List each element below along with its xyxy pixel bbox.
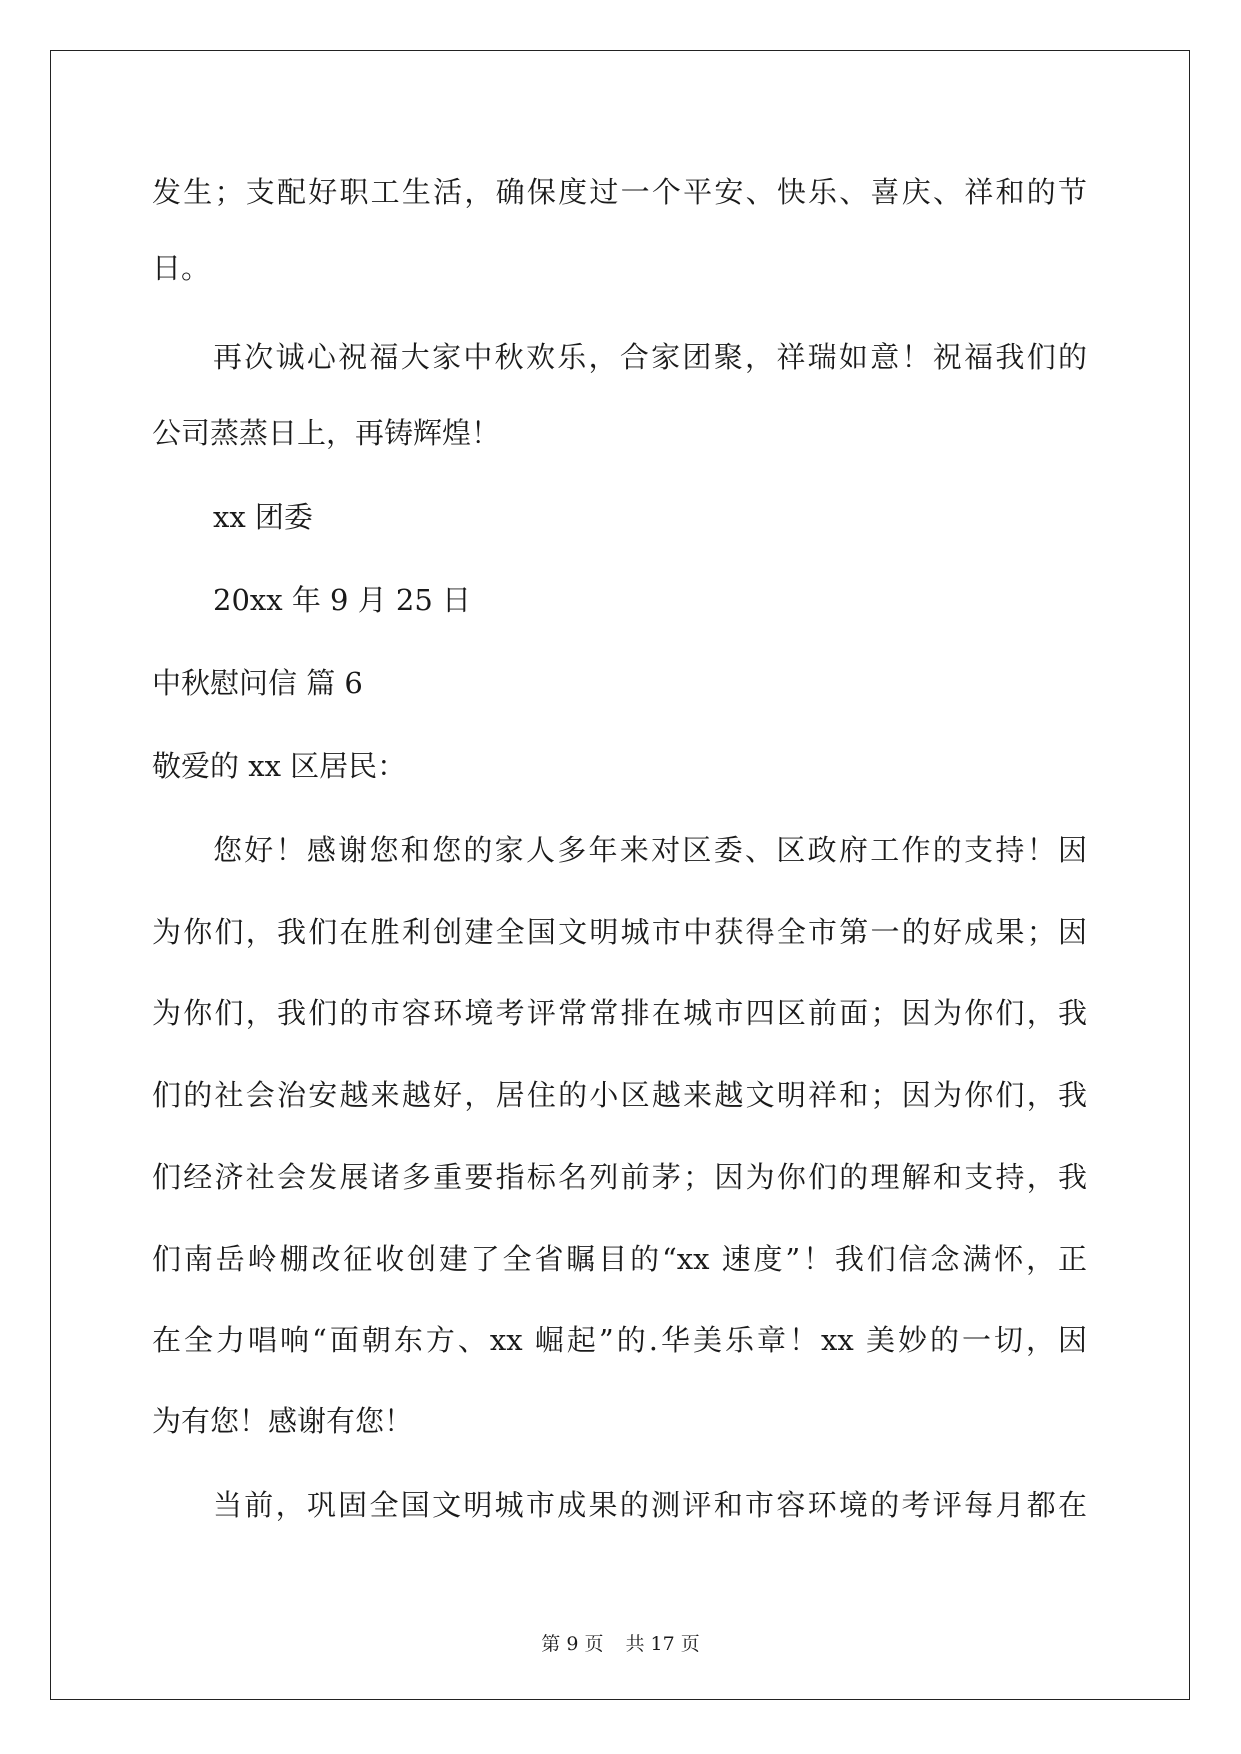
page-number: 第 9 页 bbox=[541, 1633, 604, 1655]
section-heading: 中秋慰问信 篇 6 bbox=[152, 666, 363, 700]
paragraph-line: 日。 bbox=[152, 251, 211, 285]
paragraph-line: 们经济社会发展诸多重要指标名列前茅；因为你们的理解和支持，我 bbox=[152, 1160, 1087, 1194]
salutation: 敬爱的 xx 区居民： bbox=[152, 749, 407, 783]
paragraph-line: 为有您！感谢有您！ bbox=[152, 1404, 414, 1438]
paragraph-line: 您好！感谢您和您的家人多年来对区委、区政府工作的支持！因 bbox=[213, 833, 1087, 867]
paragraph-line: 再次诚心祝福大家中秋欢乐，合家团聚，祥瑞如意！祝福我们的 bbox=[213, 340, 1087, 374]
paragraph-line: 们的社会治安越来越好，居住的小区越来越文明祥和；因为你们，我 bbox=[152, 1078, 1087, 1112]
paragraph-line: 们南岳岭棚改征收创建了全省瞩目的“xx 速度”！我们信念满怀，正 bbox=[152, 1242, 1087, 1276]
paragraph-line: 为你们，我们的市容环境考评常常排在城市四区前面；因为你们，我 bbox=[152, 996, 1087, 1030]
paragraph-line: 公司蒸蒸日上，再铸辉煌！ bbox=[152, 416, 501, 450]
paragraph-line: 为你们，我们在胜利创建全国文明城市中获得全市第一的好成果；因 bbox=[152, 915, 1087, 949]
signature-org: xx 团委 bbox=[213, 500, 313, 534]
paragraph-line: 当前，巩固全国文明城市成果的测评和市容环境的考评每月都在 bbox=[213, 1488, 1087, 1522]
paragraph-line: 在全力唱响“面朝东方、xx 崛起”的.华美乐章！xx 美妙的一切，因 bbox=[152, 1323, 1087, 1357]
paragraph-line: 发生；支配好职工生活，确保度过一个平安、快乐、喜庆、祥和的节 bbox=[152, 175, 1087, 209]
signature-date: 20xx 年 9 月 25 日 bbox=[213, 583, 472, 617]
page-footer bbox=[0, 1632, 1241, 1656]
total-pages: 共 17 页 bbox=[625, 1633, 700, 1655]
page-border bbox=[50, 50, 1190, 1700]
